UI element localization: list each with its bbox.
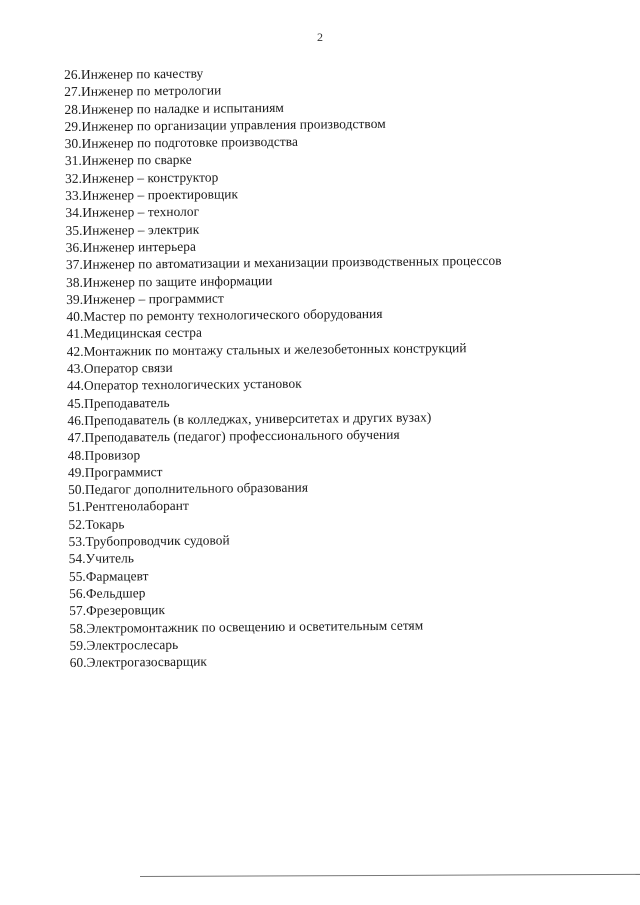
list-item: 51.Рентгенолаборант bbox=[68, 498, 189, 515]
list-item: 54.Учитель bbox=[68, 550, 135, 567]
list-item: 31.Инженер по сварке bbox=[64, 152, 192, 169]
list-item: 57.Фрезеровщик bbox=[69, 602, 166, 619]
list-item: 50.Педагог дополнительного образования bbox=[67, 479, 309, 498]
list-item: 58.Электромонтажник по освещению и осветительным сетям bbox=[69, 617, 424, 636]
list-item: 41.Медицинская сестра bbox=[66, 325, 203, 342]
list-item: 39.Инженер – программист bbox=[66, 290, 224, 307]
list-item: 33.Инженер – проектировщик bbox=[65, 186, 239, 204]
list-item: 52.Токарь bbox=[68, 516, 125, 532]
list-item: 44.Оператор технологических установок bbox=[66, 376, 302, 394]
list-item: 32.Инженер – конструктор bbox=[65, 169, 219, 186]
list-item: 26.Инженер по качеству bbox=[64, 65, 204, 82]
list-item: 60.Электрогазосварщик bbox=[69, 653, 207, 671]
list-item: 38.Инженер по защите информации bbox=[66, 272, 273, 290]
list-item: 45.Преподаватель bbox=[67, 394, 170, 411]
list-item: 42.Монтажник по монтажу стальных и железобетонных конструкций bbox=[66, 339, 467, 359]
list-item: 53.Трубопроводчик судовой bbox=[68, 532, 230, 549]
list-item: 56.Фельдшер bbox=[68, 585, 146, 601]
list-item: 55.Фармацевт bbox=[68, 567, 149, 584]
list-item: 28.Инженер по наладке и испытаниям bbox=[64, 99, 284, 117]
list-item: 27.Инженер по метрологии bbox=[64, 82, 222, 100]
profession-list bbox=[64, 61, 630, 672]
bottom-divider bbox=[140, 874, 640, 877]
list-item: 59.Электрослесарь bbox=[69, 636, 179, 653]
list-item: 35.Инженер – электрик bbox=[65, 221, 200, 238]
list-item: 40.Мастер по ремонту технологического оборудования bbox=[66, 306, 383, 325]
list-item: 46.Преподаватель (в колледжах, университетах и других вузах) bbox=[67, 409, 432, 428]
list-item: 49.Программист bbox=[67, 463, 163, 480]
list-item: 37.Инженер по автоматизации и механизации производственных процессов bbox=[65, 253, 502, 273]
list-item: 30.Инженер по подготовке производства bbox=[64, 133, 298, 152]
list-item: 47.Преподаватель (педагог) профессионального обучения bbox=[67, 427, 400, 446]
list-item: 29.Инженер по организации управления производством bbox=[64, 115, 386, 134]
page-number: 2 bbox=[317, 30, 323, 44]
list-item: 36.Инженер интерьера bbox=[65, 238, 197, 255]
list-item: 48.Провизор bbox=[67, 446, 141, 463]
list-item: 34.Инженер – технолог bbox=[65, 204, 200, 221]
list-item: 43.Оператор связи bbox=[66, 360, 173, 377]
